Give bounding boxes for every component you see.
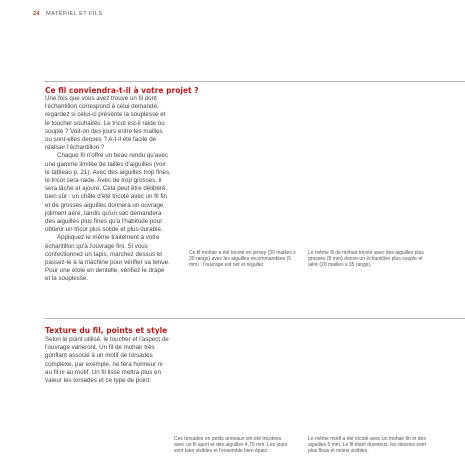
caption-mohair-8mm: Le même fil de mohair tricoté avec des aiguilles plus grosses (8 mm) donne un échantillon plus souple et aéré (20 mailles x 35 rangs).	[308, 250, 424, 269]
caption-mohair-5mm: Ce fil mohair a été tricoté en jersey (30 mailles x 20 rangs) avec les aiguilles recommandées (5 mm) : l'ouvrage est net et régulier.	[189, 250, 296, 269]
paragraph: Chaque fil n'offre un beau rendu qu'avec une gamme limitée de tailles d'aiguilles (voir le tableau p. 21). Avec des aiguilles trop fines, le tricot sera raide. Avec de trop grosses, il sera lâche et ajouré. Cela peut être délibéré, bien sûr : un châle d'été tricoté avec un fil fin et de grosses aiguilles donnera un ouvrage joliment aéré, tandis qu'un sac demandera des aiguilles plus fines qu'à l'habitude pour obtenir un tricot plus solide et plus durable.	[45, 152, 171, 234]
caption-cables-mohair: Le même motif a été tricoté avec un mohair fin et des aiguilles 5 mm. Le fil étant duveteux, les dessins sont plus flous et moins visibles.	[308, 436, 426, 455]
page-number: 24	[33, 11, 41, 17]
caption-cables-sport: Ces torsades en petits anneaux ont été tricotées avec un fil sport et des aiguilles 4,75 mm. Les jours sont bien visibles et l'ensemble bien épais.	[174, 436, 288, 455]
section-divider-2	[44, 318, 465, 319]
running-header	[33, 11, 103, 17]
paragraph: Selon le point utilisé, le toucher et l'aspect de l'ouvrage varieront. Un fil de mohair très gonflant associé à un motif de torsades complexe, par exemple, ne fera honneur ni au fil ni au motif. Un fil lisse mettra plus en valeur les torsades et ce type de point.	[45, 336, 169, 385]
section-body-texture	[45, 336, 171, 385]
section-title-texture: Texture du fil, points et style	[45, 326, 168, 335]
section-body-yarn-suitability	[45, 95, 171, 284]
running-title: MATÉRIEL ET FILS	[46, 11, 103, 17]
section-divider-1	[44, 81, 465, 82]
paragraph: Appliquez le même traitement à votre échantillon qu'à l'ouvrage fini. Si vous confectionnez un tapis, marchez dessus et passez-le à la machine pour vérifier sa tenue. Pour une étole en dentelle, vérifiez le drapé et la souplesse.	[45, 234, 170, 283]
paragraph: Une fois que vous avez trouvé un fil dont l'échantillon correspond à celui demandé, regardez si celui-ci présente la souplesse et le toucher souhaités. Le tricot est-il raide ou souple ? Voit-on des jours entre les mailles ou sont-elles denses ? A-t-il été facile de réaliser l'échantillon ?	[45, 95, 166, 152]
section-title-yarn-suitability: Ce fil conviendra-t-il à votre projet ?	[45, 86, 199, 95]
